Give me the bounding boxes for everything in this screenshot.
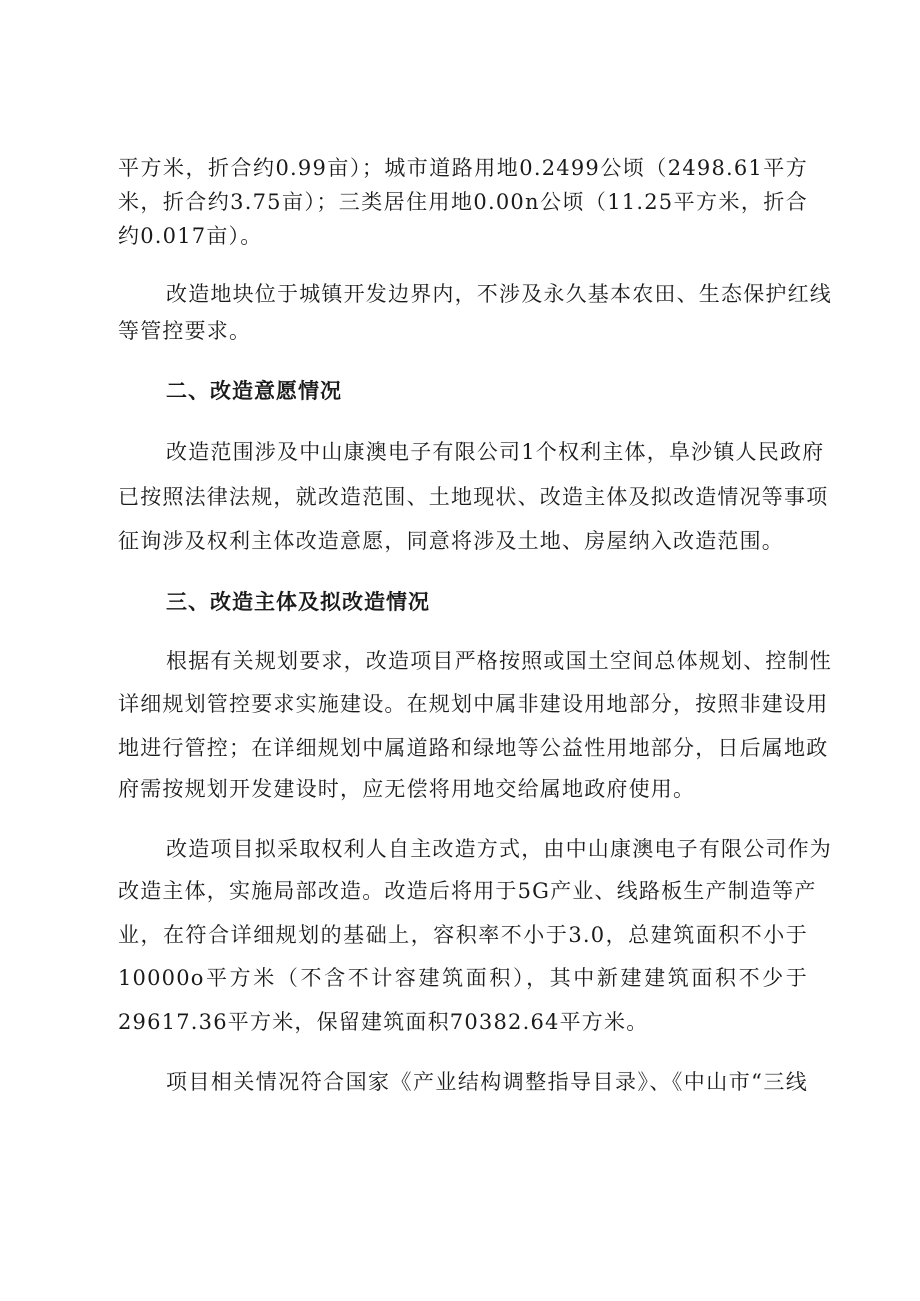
- paragraph-planning-line-1: 根据有关规划要求，改造项目严格按照或国土空间总体规划、控制性: [166, 649, 832, 673]
- paragraph-planning-line-3: 地进行管控；在详细规划中属道路和绿地等公益性用地部分，日后属地政: [118, 736, 829, 760]
- paragraph-willingness-line-1: 改造范围涉及中山康澳电子有限公司1个权利主体，阜沙镇人民政府: [166, 440, 825, 464]
- paragraph-boundary-line-2: 等管控要求。: [118, 319, 252, 343]
- section-heading-renovation-willingness: 二、改造意愿情况: [166, 379, 342, 403]
- paragraph-method-line-5: 29617.36平方米，保留建筑面积70382.64平方米。: [118, 1010, 649, 1034]
- paragraph-method-line-3: 业，在符合详细规划的基础上，容积率不小于3.0，总建筑面积不小于: [118, 923, 808, 947]
- section-heading-renovation-subject: 三、改造主体及拟改造情况: [166, 590, 430, 614]
- paragraph-land-use-line-1: 平方米，折合约0.99亩）；城市道路用地0.2499公顷（2498.61平方: [118, 156, 808, 180]
- paragraph-land-use-line-3: 约0.017亩）。: [118, 224, 263, 248]
- paragraph-method-line-4: 10000o平方米（不含不计容建筑面积），其中新建建筑面积不少于: [118, 966, 808, 990]
- paragraph-willingness-line-3: 征询涉及权利主体改造意愿，同意将涉及土地、房屋纳入改造范围。: [118, 529, 784, 553]
- paragraph-compliance-line-1: 项目相关情况符合国家《产业结构调整指导目录》、《中山市“三线: [166, 1070, 808, 1094]
- paragraph-boundary-line-1: 改造地块位于城镇开发边界内，不涉及永久基本农田、生态保护红线: [166, 282, 832, 306]
- paragraph-willingness-line-2: 已按照法律法规，就改造范围、土地现状、改造主体及拟改造情况等事项: [118, 485, 829, 509]
- paragraph-method-line-2: 改造主体，实施局部改造。改造后将用于5G产业、线路板生产制造等产: [118, 879, 817, 903]
- paragraph-method-line-1: 改造项目拟采取权利人自主改造方式，由中山康澳电子有限公司作为: [166, 837, 832, 861]
- paragraph-planning-line-4: 府需按规划开发建设时，应无偿将用地交给属地政府使用。: [118, 777, 696, 801]
- paragraph-land-use-line-2: 米，折合约3.75亩）；三类居住用地0.00n公顷（11.25平方米，折合: [118, 190, 808, 214]
- paragraph-planning-line-2: 详细规划管控要求实施建设。在规划中属非建设用地部分，按照非建设用: [118, 692, 829, 716]
